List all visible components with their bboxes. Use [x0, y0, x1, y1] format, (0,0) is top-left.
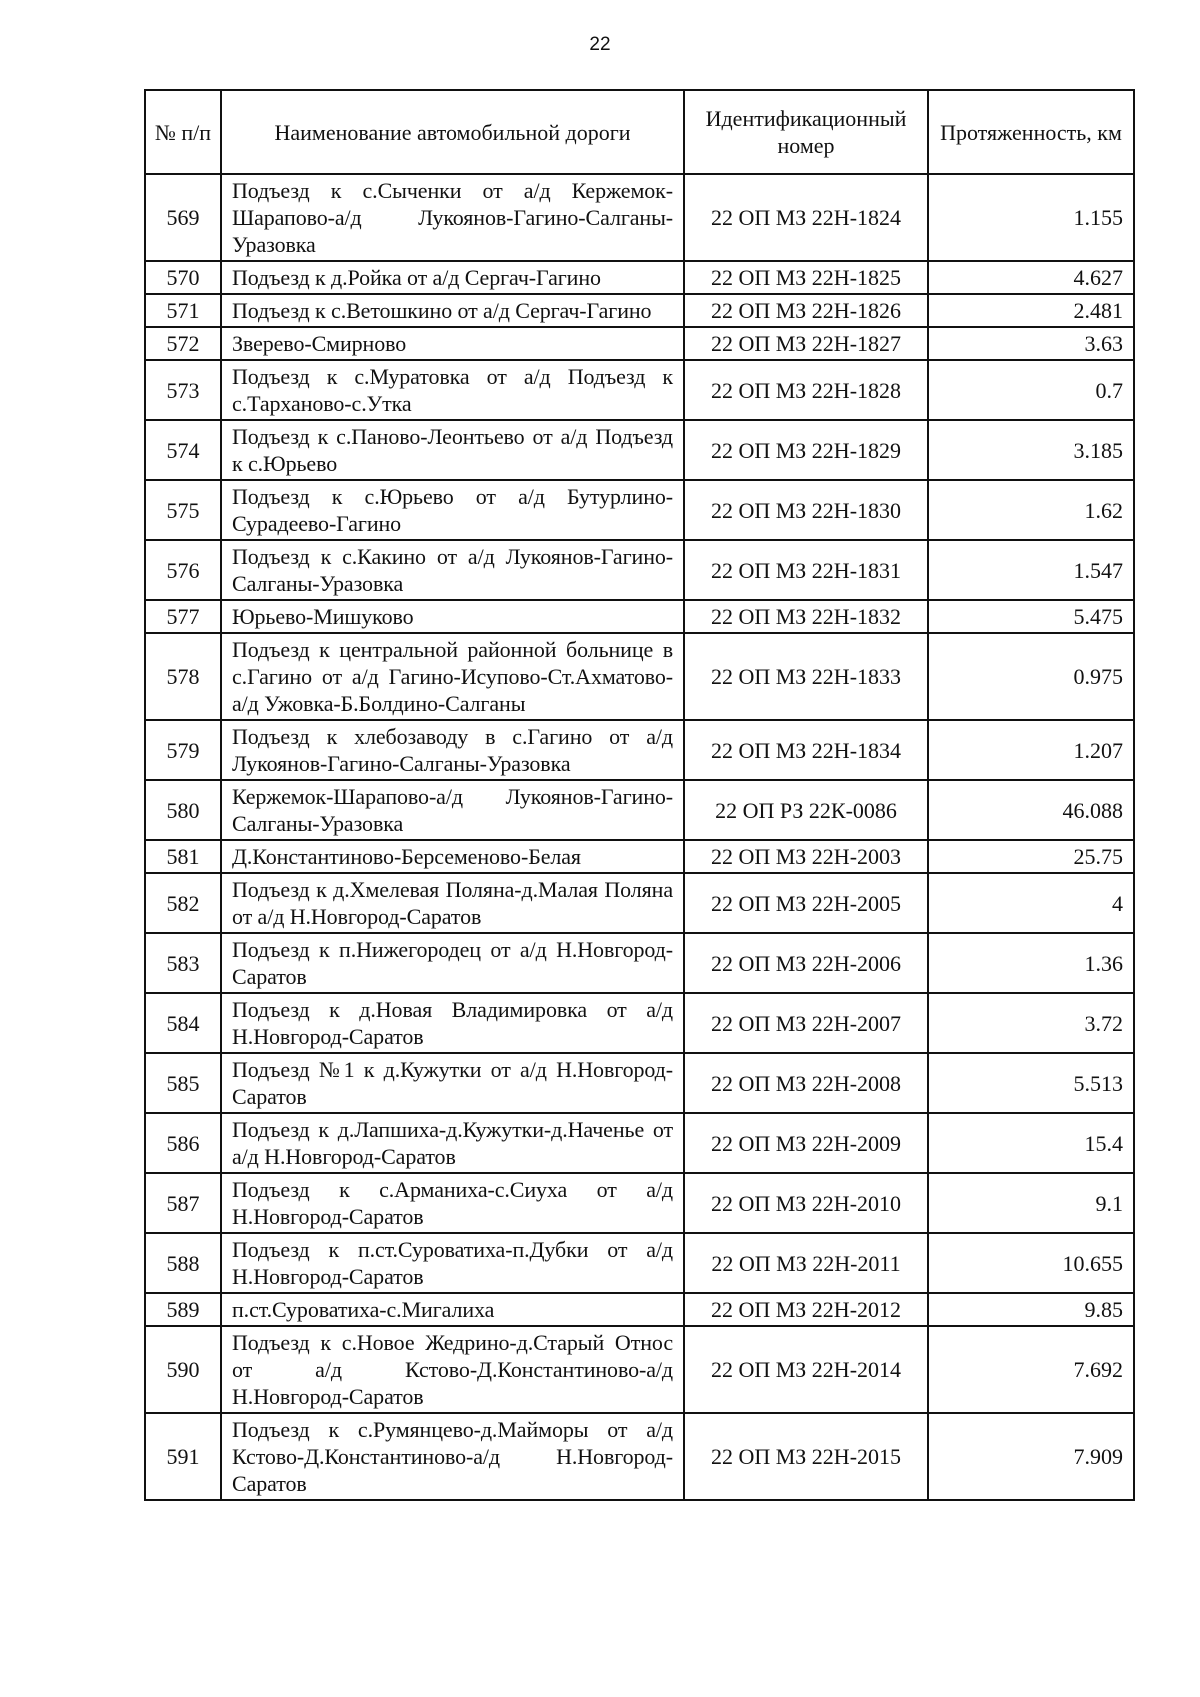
identification-number-cell: 22 ОП МЗ 22Н-1833	[684, 633, 928, 720]
road-name-cell: Подъезд к с.Новое Жедрино-д.Старый Относ от а/д Кстово-Д.Константиново-а/д Н.Новгород-Саратов	[221, 1326, 684, 1413]
row-number-cell: 576	[145, 540, 221, 600]
table-row	[145, 1326, 1134, 1413]
length-cell: 1.62	[928, 480, 1134, 540]
table-row	[145, 294, 1134, 327]
identification-number-cell: 22 ОП МЗ 22Н-2012	[684, 1293, 928, 1326]
identification-number-cell: 22 ОП МЗ 22Н-2007	[684, 993, 928, 1053]
length-cell: 25.75	[928, 840, 1134, 873]
road-name-cell: Подъезд к с.Какино от а/д Лукоянов-Гагино-Салганы-Уразовка	[221, 540, 684, 600]
table-row	[145, 600, 1134, 633]
row-number-cell: 583	[145, 933, 221, 993]
identification-number-cell: 22 ОП МЗ 22Н-1826	[684, 294, 928, 327]
road-name-cell: Подъезд к с.Паново-Леонтьево от а/д Подъезд к с.Юрьево	[221, 420, 684, 480]
row-number-cell: 586	[145, 1113, 221, 1173]
table-row	[145, 720, 1134, 780]
row-number-cell: 570	[145, 261, 221, 294]
header-identification-number: Идентификационный номер	[684, 90, 928, 174]
table-row	[145, 933, 1134, 993]
table-row	[145, 261, 1134, 294]
identification-number-cell: 22 ОП РЗ 22К-0086	[684, 780, 928, 840]
length-cell: 5.513	[928, 1053, 1134, 1113]
length-cell: 46.088	[928, 780, 1134, 840]
table-row	[145, 1413, 1134, 1500]
identification-number-cell: 22 ОП МЗ 22Н-2003	[684, 840, 928, 873]
identification-number-cell: 22 ОП МЗ 22Н-2005	[684, 873, 928, 933]
header-length: Протяженность, км	[928, 90, 1134, 174]
identification-number-cell: 22 ОП МЗ 22Н-2006	[684, 933, 928, 993]
table-row	[145, 480, 1134, 540]
row-number-cell: 575	[145, 480, 221, 540]
header-number: № п/п	[145, 90, 221, 174]
row-number-cell: 569	[145, 174, 221, 261]
row-number-cell: 588	[145, 1233, 221, 1293]
road-name-cell: Подъезд к п.Нижегородец от а/д Н.Новгород-Саратов	[221, 933, 684, 993]
road-name-cell: Подъезд к д.Лапшиха-д.Кужутки-д.Наченье от а/д Н.Новгород-Саратов	[221, 1113, 684, 1173]
length-cell: 1.155	[928, 174, 1134, 261]
road-name-cell: Подъезд к с.Арманиха-с.Сиуха от а/д Н.Новгород-Саратов	[221, 1173, 684, 1233]
row-number-cell: 584	[145, 993, 221, 1053]
road-name-cell: Кержемок-Шарапово-а/д Лукоянов-Гагино-Салганы-Уразовка	[221, 780, 684, 840]
length-cell: 15.4	[928, 1113, 1134, 1173]
identification-number-cell: 22 ОП МЗ 22Н-1832	[684, 600, 928, 633]
row-number-cell: 572	[145, 327, 221, 360]
road-name-cell: Д.Константиново-Берсеменово-Белая	[221, 840, 684, 873]
table-row	[145, 420, 1134, 480]
table-row	[145, 840, 1134, 873]
identification-number-cell: 22 ОП МЗ 22Н-2009	[684, 1113, 928, 1173]
identification-number-cell: 22 ОП МЗ 22Н-2015	[684, 1413, 928, 1500]
length-cell: 0.7	[928, 360, 1134, 420]
table-row	[145, 993, 1134, 1053]
length-cell: 1.547	[928, 540, 1134, 600]
row-number-cell: 581	[145, 840, 221, 873]
row-number-cell: 582	[145, 873, 221, 933]
identification-number-cell: 22 ОП МЗ 22Н-1829	[684, 420, 928, 480]
road-name-cell: Подъезд к центральной районной больнице в с.Гагино от а/д Гагино-Исупово-Ст.Ахматово-а/д Ужовка-Б.Болдино-Салганы	[221, 633, 684, 720]
identification-number-cell: 22 ОП МЗ 22Н-1827	[684, 327, 928, 360]
table-row	[145, 1233, 1134, 1293]
row-number-cell: 591	[145, 1413, 221, 1500]
length-cell: 7.692	[928, 1326, 1134, 1413]
road-name-cell: Подъезд к с.Юрьево от а/д Бутурлино-Сурадеево-Гагино	[221, 480, 684, 540]
table-row	[145, 1293, 1134, 1326]
road-name-cell: Подъезд №1 к д.Кужутки от а/д Н.Новгород-Саратов	[221, 1053, 684, 1113]
road-name-cell: Подъезд к с.Ветошкино от а/д Сергач-Гагино	[221, 294, 684, 327]
row-number-cell: 573	[145, 360, 221, 420]
road-name-cell: Подъезд к с.Румянцево-д.Майморы от а/д Кстово-Д.Константиново-а/д Н.Новгород-Саратов	[221, 1413, 684, 1500]
length-cell: 10.655	[928, 1233, 1134, 1293]
row-number-cell: 578	[145, 633, 221, 720]
identification-number-cell: 22 ОП МЗ 22Н-1824	[684, 174, 928, 261]
identification-number-cell: 22 ОП МЗ 22Н-2010	[684, 1173, 928, 1233]
road-name-cell: Подъезд к д.Хмелевая Поляна-д.Малая Поляна от а/д Н.Новгород-Саратов	[221, 873, 684, 933]
table-row	[145, 873, 1134, 933]
table-row	[145, 540, 1134, 600]
row-number-cell: 577	[145, 600, 221, 633]
row-number-cell: 571	[145, 294, 221, 327]
length-cell: 4.627	[928, 261, 1134, 294]
row-number-cell: 590	[145, 1326, 221, 1413]
length-cell: 9.1	[928, 1173, 1134, 1233]
identification-number-cell: 22 ОП МЗ 22Н-1828	[684, 360, 928, 420]
road-name-cell: Подъезд к с.Муратовка от а/д Подъезд к с.Тарханово-с.Утка	[221, 360, 684, 420]
identification-number-cell: 22 ОП МЗ 22Н-2011	[684, 1233, 928, 1293]
identification-number-cell: 22 ОП МЗ 22Н-1831	[684, 540, 928, 600]
table-row	[145, 1113, 1134, 1173]
length-cell: 3.72	[928, 993, 1134, 1053]
table-row	[145, 327, 1134, 360]
length-cell: 7.909	[928, 1413, 1134, 1500]
row-number-cell: 579	[145, 720, 221, 780]
length-cell: 3.63	[928, 327, 1134, 360]
length-cell: 9.85	[928, 1293, 1134, 1326]
roads-table	[144, 89, 1135, 1501]
header-road-name: Наименование автомобильной дороги	[221, 90, 684, 174]
row-number-cell: 585	[145, 1053, 221, 1113]
identification-number-cell: 22 ОП МЗ 22Н-2014	[684, 1326, 928, 1413]
row-number-cell: 589	[145, 1293, 221, 1326]
road-name-cell: Подъезд к с.Сыченки от а/д Кержемок-Шарапово-а/д Лукоянов-Гагино-Салганы-Уразовка	[221, 174, 684, 261]
table-row	[145, 174, 1134, 261]
table-header-row	[145, 90, 1134, 174]
table-row	[145, 780, 1134, 840]
length-cell: 4	[928, 873, 1134, 933]
length-cell: 2.481	[928, 294, 1134, 327]
road-name-cell: Подъезд к п.ст.Суроватиха-п.Дубки от а/д Н.Новгород-Саратов	[221, 1233, 684, 1293]
road-name-cell: Юрьево-Мишуково	[221, 600, 684, 633]
identification-number-cell: 22 ОП МЗ 22Н-1834	[684, 720, 928, 780]
road-name-cell: Подъезд к хлебозаводу в с.Гагино от а/д Лукоянов-Гагино-Салганы-Уразовка	[221, 720, 684, 780]
table-row	[145, 1173, 1134, 1233]
road-name-cell: Зверево-Смирново	[221, 327, 684, 360]
length-cell: 5.475	[928, 600, 1134, 633]
length-cell: 1.207	[928, 720, 1134, 780]
length-cell: 3.185	[928, 420, 1134, 480]
table-row	[145, 1053, 1134, 1113]
page-number: 22	[589, 34, 611, 55]
road-name-cell: Подъезд к д.Новая Владимировка от а/д Н.Новгород-Саратов	[221, 993, 684, 1053]
row-number-cell: 574	[145, 420, 221, 480]
length-cell: 0.975	[928, 633, 1134, 720]
table-row	[145, 360, 1134, 420]
road-name-cell: Подъезд к д.Ройка от а/д Сергач-Гагино	[221, 261, 684, 294]
row-number-cell: 580	[145, 780, 221, 840]
identification-number-cell: 22 ОП МЗ 22Н-2008	[684, 1053, 928, 1113]
row-number-cell: 587	[145, 1173, 221, 1233]
identification-number-cell: 22 ОП МЗ 22Н-1825	[684, 261, 928, 294]
road-name-cell: п.ст.Суроватиха-с.Мигалиха	[221, 1293, 684, 1326]
identification-number-cell: 22 ОП МЗ 22Н-1830	[684, 480, 928, 540]
table-row	[145, 633, 1134, 720]
length-cell: 1.36	[928, 933, 1134, 993]
